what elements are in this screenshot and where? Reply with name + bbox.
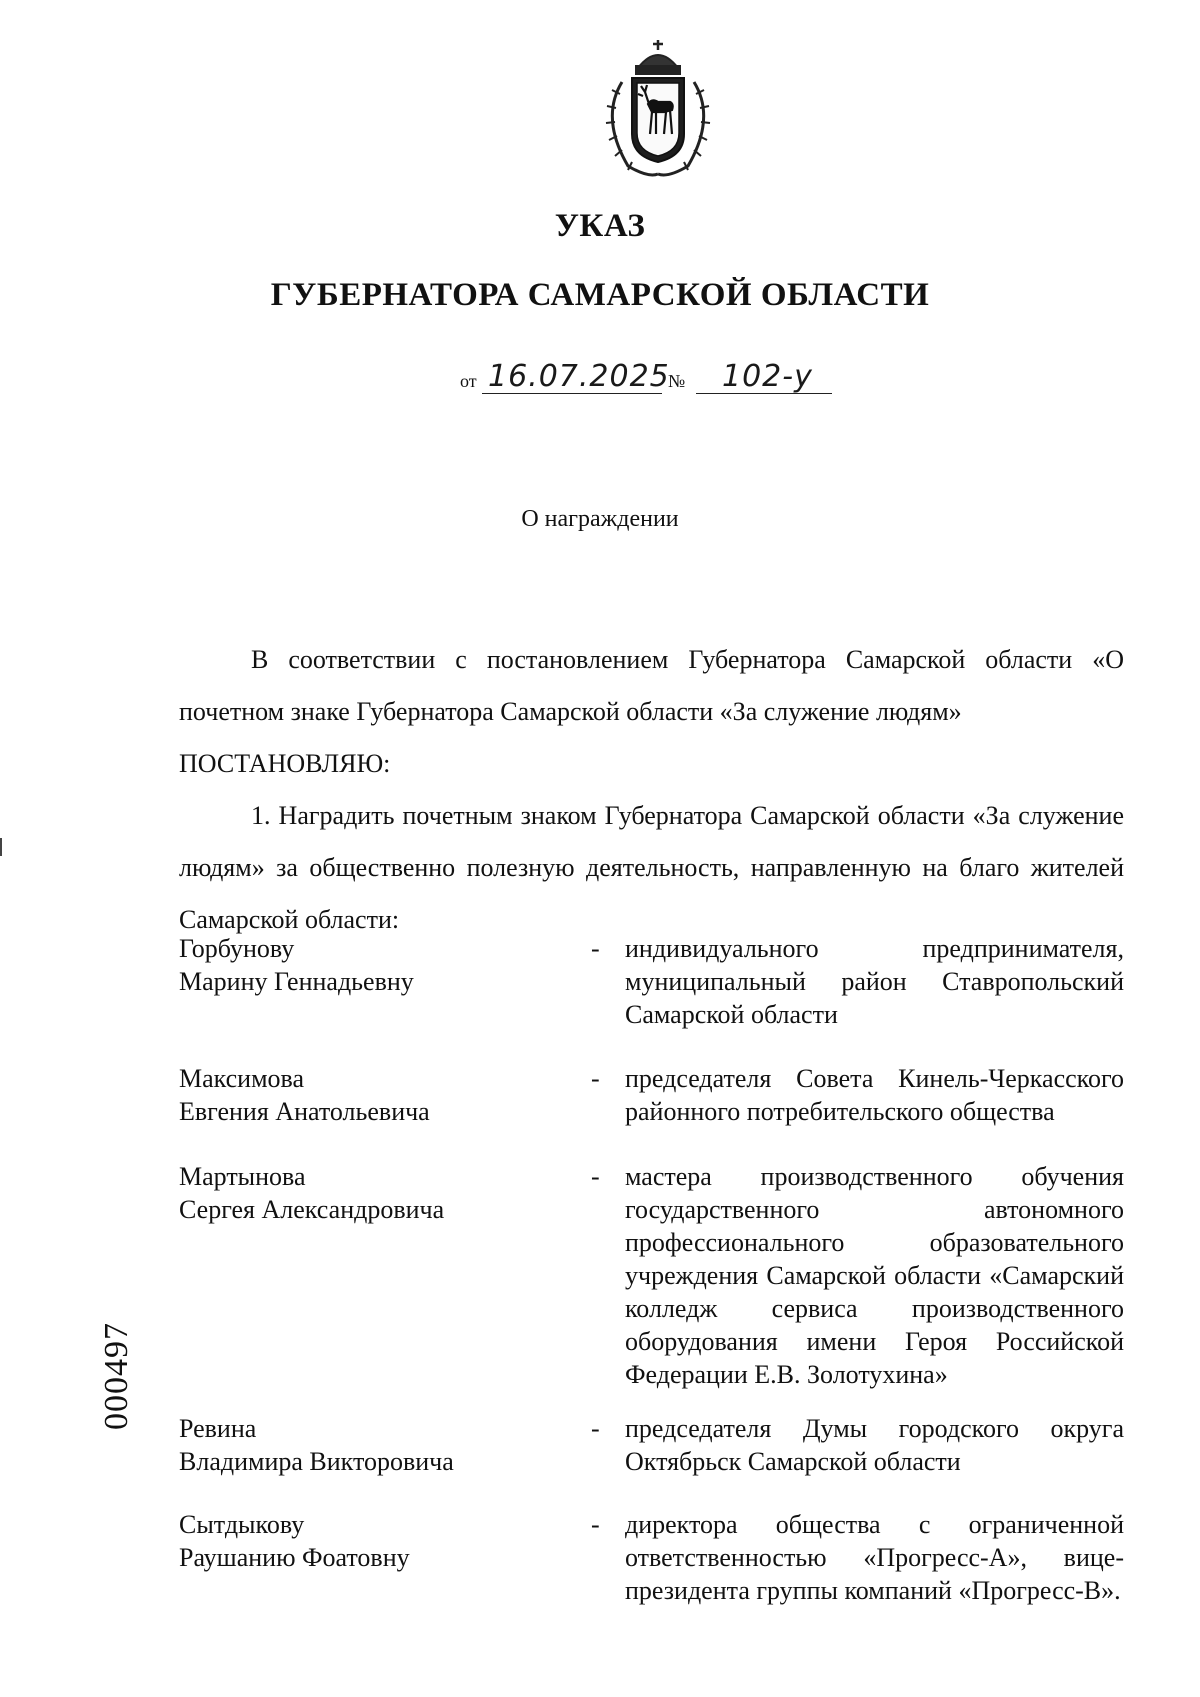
awardee-name <box>179 1160 579 1226</box>
awardee-name <box>179 932 579 998</box>
awardee-description: председателя Совета Кинель-Черкасского районного потребительского общества <box>625 1064 1124 1126</box>
awardee-given-names: Сергея Александровича <box>179 1195 445 1224</box>
from-label: от <box>460 371 477 391</box>
handwritten-date: 16.07.2025 <box>488 359 670 394</box>
awardee-given-names: Марину Геннадьевну <box>179 967 414 996</box>
list-dash: - <box>591 1162 600 1191</box>
awardee-surname: Ревина <box>179 1414 257 1443</box>
list-dash: - <box>591 934 600 963</box>
number-label: № <box>668 371 686 391</box>
list-dash: - <box>591 1064 600 1093</box>
awardee-description: индивидуального предпринимателя, муниципальный район Ставропольский Самарской области <box>625 934 1124 1029</box>
awardee-surname: Максимова <box>179 1064 305 1093</box>
list-dash: - <box>591 1510 600 1539</box>
date-number-line <box>460 358 880 398</box>
awardee-surname: Мартынова <box>179 1162 306 1191</box>
awardee-description: мастера производственного обучения государственного автономного профессионального образовательного учреждения Самарской области «Самарский колледж сервиса производственного оборудования имени Героя Российской Федерации Е.В. Золотухина» <box>625 1162 1124 1389</box>
awardee-description: директора общества с ограниченной ответственностью «Прогресс-А», вице-президента группы компаний «Прогресс-В». <box>625 1510 1124 1605</box>
handwritten-number: 102-у <box>722 359 813 394</box>
awardee-name <box>179 1062 579 1128</box>
document-subject: О награждении <box>521 506 679 532</box>
preamble-text: В соответствии с постановлением Губернатора Самарской области «О почетном знаке Губернатора Самарской области «За служение людям» <box>179 645 1124 726</box>
document-type-title: УКАЗ <box>554 208 646 244</box>
awardee-given-names: Раушанию Фоатовну <box>179 1543 410 1572</box>
awardee-name <box>179 1412 579 1478</box>
coat-of-arms-icon <box>592 38 724 180</box>
preamble-paragraph <box>179 634 1124 946</box>
decree-word: ПОСТАНОВЛЯЮ: <box>179 749 391 778</box>
awardee-surname: Горбунову <box>179 934 295 963</box>
form-serial-number: 000497 <box>98 1322 135 1430</box>
awardee-description: председателя Думы городского округа Октябрьск Самарской области <box>625 1414 1124 1476</box>
issuer-title: ГУБЕРНАТОРА САМАРСКОЙ ОБЛАСТИ <box>270 277 930 313</box>
awardee-name <box>179 1508 579 1574</box>
awardee-given-names: Евгения Анатольевича <box>179 1097 430 1126</box>
awardee-surname: Сытдыкову <box>179 1510 305 1539</box>
awardee-given-names: Владимира Викторовича <box>179 1447 454 1476</box>
list-dash: - <box>591 1414 600 1443</box>
page-edge-mark <box>0 838 8 856</box>
item-1-text: 1. Наградить почетным знаком Губернатора Самарской области «За служение людям» за общественно полезную деятельность, направленную на благо жителей Самарской области: <box>179 801 1124 934</box>
